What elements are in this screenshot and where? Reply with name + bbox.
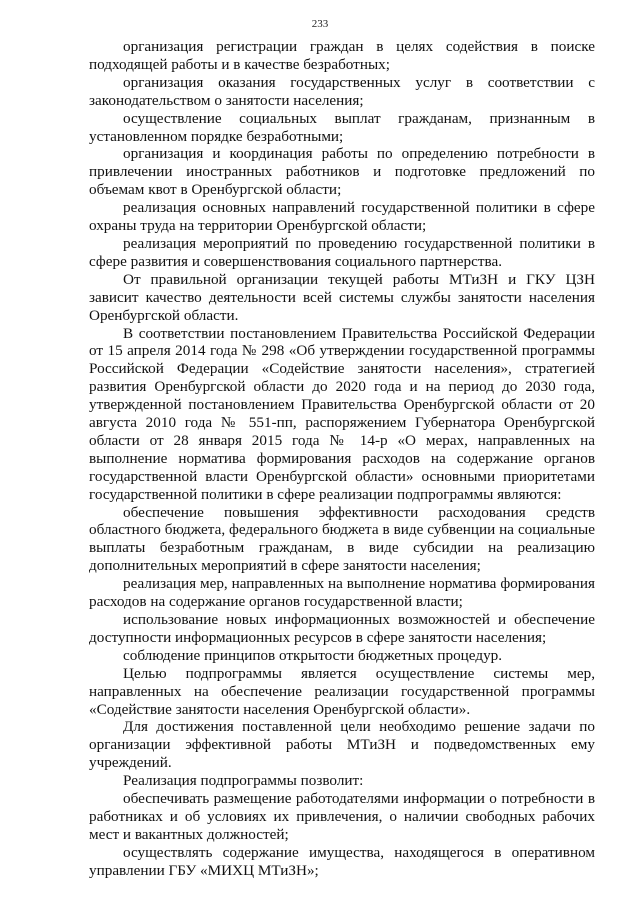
paragraph: осуществлять содержание имущества, находящегося в оперативном управлении ГБУ «МИХЦ МТиЗН»; (89, 843, 595, 879)
paragraph: В соответствии постановлением Правительства Российской Федерации от 15 апреля 2014 года № 298 «Об утверждении государственной программы Российской Федерации «Содействие занятости населения», стратегией развития Оренбургской области до 2020 года и на период до 2030 года, утвержденной постановлением Правительства Оренбургской области от 20 августа 2010 года № 551-пп, распоряжением Губернатора Оренбургской области от 28 января 2015 года № 14-р «О мерах, направленных на выполнение норматива формирования расходов на содержание органов государственной власти Оренбургской области» основными приоритетами государственной политики в сфере реализации подпрограммы являются: (89, 324, 595, 503)
body-text (89, 38, 595, 880)
paragraph: Целью подпрограммы является осуществление системы мер, направленных на обеспечение реализации государственной программы «Содействие занятости населения Оренбургской области». (89, 664, 595, 718)
paragraph: реализация основных направлений государственной политики в сфере охраны труда на территории Оренбургской области; (89, 199, 595, 235)
paragraph: Для достижения поставленной цели необходимо решение задачи по организации эффективной работы МТиЗН и подведомственных ему учреждений. (89, 718, 595, 772)
paragraph: осуществление социальных выплат гражданам, признанным в установленном порядке безработными; (89, 109, 595, 145)
paragraph: использование новых информационных возможностей и обеспечение доступности информационных ресурсов в сфере занятости населения; (89, 611, 595, 646)
paragraph: организация и координация работы по определению потребности в привлечении иностранных работников и подготовке предложений по объемам квот в Оренбургской области; (89, 145, 595, 199)
paragraph: обеспечивать размещение работодателями информации о потребности в работниках и об условиях их привлечения, о наличии свободных рабочих мест и вакантных должностей; (89, 790, 595, 843)
paragraph: обеспечение повышения эффективности расходования средств областного бюджета, федерального бюджета в виде субвенции на социальные выплаты безработным гражданам, в виде субсидии на реализацию дополнительных мероприятий в сфере занятости населения; (89, 503, 595, 575)
paragraph: От правильной организации текущей работы МТиЗН и ГКУ ЦЗН зависит качество деятельности всей системы службы занятости населения Оренбургской области. (89, 270, 595, 324)
paragraph: реализация мер, направленных на выполнение норматива формирования расходов на содержание органов государственной власти; (89, 575, 595, 611)
paragraph: соблюдение принципов открытости бюджетных процедур. (123, 646, 503, 664)
paragraph: Реализация подпрограммы позволит: (123, 772, 364, 790)
paragraph: реализация мероприятий по проведению государственной политики в сфере развития и совершенствования социального партнерства. (89, 234, 595, 270)
page-number: 233 (311, 18, 329, 30)
paragraph: организация регистрации граждан в целях содействия в поиске подходящей работы и в качестве безработных; (89, 38, 595, 73)
paragraph: организация оказания государственных услуг в соответствии с законодательством о занятости населения; (89, 73, 595, 109)
